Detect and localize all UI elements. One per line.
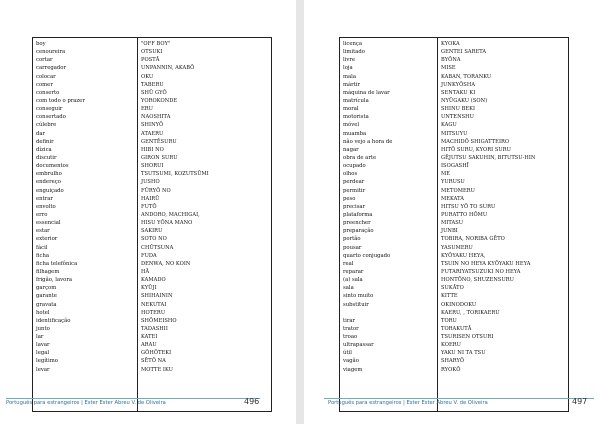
portuguese-term: junto — [36, 325, 50, 332]
japanese-term: TOBIRA, NORIBA GĒTO — [441, 236, 505, 243]
portuguese-term: ocupado — [343, 163, 366, 170]
japanese-term: ME — [441, 171, 451, 178]
japanese-term: MITASU — [441, 220, 464, 227]
japanese-term: KYŌYAKU HEYA, — [441, 252, 486, 259]
right-page — [304, 0, 600, 424]
japanese-term: SHŌMEISHO — [141, 317, 177, 324]
japanese-term: KABAN, TORANKU — [441, 73, 492, 80]
japanese-term: MITSUYU — [441, 130, 468, 137]
footer-rule — [324, 398, 594, 399]
japanese-term: UNPANNIN, AKABŌ — [141, 65, 195, 72]
japanese-term: KYOKA — [441, 41, 460, 47]
portuguese-term: endereço — [36, 179, 61, 186]
portuguese-term: documentos — [36, 163, 69, 170]
portuguese-term: lavar — [36, 342, 50, 349]
portuguese-term: substituir — [343, 301, 369, 308]
japanese-term: JUSHO — [141, 179, 160, 186]
portuguese-term: essencial — [36, 220, 61, 227]
portuguese-term: quarto conjugado — [343, 252, 391, 259]
vocabulary-table-right — [339, 37, 569, 412]
japanese-term: TORU — [441, 317, 457, 324]
japanese-term: CHŪTSUNA — [141, 244, 174, 251]
japanese-term: MOTTE IKU — [141, 366, 173, 373]
portuguese-term: preencher — [343, 220, 371, 227]
japanese-term: UNTENSHU — [441, 114, 474, 121]
portuguese-term: olhos — [343, 171, 358, 178]
japanese-term: YURUSU — [441, 179, 465, 186]
book-gutter — [296, 0, 304, 424]
japanese-term: ERU — [141, 106, 153, 113]
portuguese-term: licença — [343, 41, 363, 47]
japanese-term: SHORUI — [141, 163, 164, 170]
japanese-term: HIBI NO — [141, 146, 164, 153]
portuguese-term: moral — [343, 106, 359, 113]
japanese-term: YASUMERU — [441, 244, 473, 251]
japanese-term: GŌHŌTEKI — [141, 350, 172, 357]
vocabulary-table-left — [32, 37, 272, 412]
japanese-term: PURATTO HŌMU — [441, 211, 488, 218]
portuguese-term: boy — [36, 41, 46, 47]
portuguese-term: limitado — [343, 49, 365, 56]
portuguese-term: com todo o prazer — [36, 97, 85, 104]
japanese-term: SĒTŌ NA — [141, 358, 166, 365]
portuguese-term: não vejo a hora de — [343, 138, 393, 145]
japanese-term: SHIHAININ — [141, 293, 173, 300]
portuguese-term: móvel — [343, 122, 360, 129]
japanese-term: MISE — [441, 65, 456, 72]
japanese-term: HĀ — [141, 268, 150, 275]
japanese-term: HONTŌNO, SHUZENSURU — [441, 277, 515, 284]
page-number: 497 — [572, 397, 588, 406]
portuguese-term: livre — [343, 57, 356, 64]
portuguese-term: mala — [343, 73, 357, 80]
portuguese-term: carregador — [36, 65, 66, 72]
portuguese-term: legal — [36, 350, 50, 357]
portuguese-term: vagão — [343, 358, 359, 365]
portuguese-term: identificação — [36, 317, 71, 324]
portuguese-term: exterior — [36, 236, 58, 243]
japanese-term: GENTEI SARETA — [441, 49, 487, 56]
portuguese-term: portão — [343, 236, 361, 243]
japanese-term: KATEI — [141, 334, 158, 341]
portuguese-term: real — [343, 260, 354, 267]
portuguese-term: útil — [343, 350, 352, 357]
portuguese-term: matrícula — [343, 97, 369, 104]
japanese-term: JUNBI — [441, 228, 458, 235]
japanese-term: NEKUTAI — [141, 301, 167, 308]
portuguese-term: ultrapassar — [343, 342, 374, 349]
portuguese-term: levar — [36, 366, 50, 373]
japanese-term: KAGU — [441, 122, 457, 129]
portuguese-term — [340, 309, 437, 317]
japanese-term: HOTERU — [141, 309, 166, 316]
japanese-term: KOERU — [441, 342, 461, 349]
japanese-term: GENTĒSURU — [141, 138, 177, 145]
portuguese-term: garçom — [36, 285, 57, 292]
portuguese-term: filhagem — [36, 268, 60, 275]
portuguese-term: estar — [36, 228, 50, 235]
portuguese-term: viagem — [343, 366, 363, 373]
japanese-term: HAIRŪ — [141, 195, 160, 202]
japanese-term: SHARYŌ — [441, 358, 465, 365]
portuguese-term: lar — [36, 334, 44, 341]
japanese-term: SHŪ GYŌ — [141, 89, 167, 96]
portuguese-term: preparação — [343, 228, 374, 235]
portuguese-term: dar — [36, 130, 46, 137]
page-number: 496 — [244, 397, 260, 406]
portuguese-term: ficha — [36, 252, 50, 259]
portuguese-term: legítimo — [36, 358, 58, 365]
portuguese-term: embrulho — [36, 171, 62, 178]
japanese-term: TSUTSUMI, KOZUTSŪMI — [141, 171, 209, 178]
portuguese-term: trator — [343, 325, 359, 332]
portuguese-term: garante — [36, 293, 57, 300]
portuguese-term: erro — [36, 211, 48, 218]
portuguese-term: dízica — [36, 146, 52, 153]
japanese-term: OTSUKI — [141, 49, 163, 56]
portuguese-term: entrar — [36, 195, 53, 202]
japanese-term: OKINODOKU — [441, 301, 477, 308]
portuguese-term: precisar — [343, 203, 366, 210]
portuguese-term: frigão, lavora — [36, 277, 73, 284]
japanese-term: TSURISEN OTSURI — [441, 334, 494, 341]
portuguese-column — [33, 38, 137, 411]
japanese-term: SHINU BEKI — [441, 106, 476, 113]
japanese-term: KAMADO — [141, 277, 166, 284]
portuguese-term: (a) sala — [343, 277, 363, 284]
japanese-term: FUTARIYATSUZUKI NO HEYA — [441, 268, 521, 275]
portuguese-term: permitir — [343, 187, 366, 194]
portuguese-term: definir — [36, 138, 54, 145]
japanese-term: SUKĀTO — [441, 285, 464, 292]
portuguese-term: sala — [343, 285, 354, 292]
japanese-term: TSUIN NO HEYA KYŌYAKU HEYA — [441, 260, 531, 267]
japanese-term: YAKU NI TA TSU — [441, 350, 486, 357]
japanese-term: SAKIRU — [141, 228, 163, 235]
japanese-term: RYOKŌ — [441, 366, 461, 373]
portuguese-term: conserto — [36, 89, 60, 96]
portuguese-term: discutir — [36, 154, 57, 161]
japanese-term: SENTAKU KI — [441, 89, 476, 96]
japanese-term: "OFF BOY" — [141, 41, 171, 47]
japanese-term: FUTŌ — [141, 203, 157, 210]
footer-credit: Português para estrangeiros | Ester Ester Abreu V. de Oliveira — [6, 400, 166, 406]
japanese-term: ISOGASHĪ — [441, 163, 469, 170]
japanese-term: NYŪGAKU (SON) — [441, 97, 488, 104]
portuguese-term: plataforma — [343, 211, 373, 218]
japanese-term: GĒJUTSU SAKUHIN, BITUTSU-HIN — [441, 154, 536, 161]
japanese-term: ARAU — [141, 342, 157, 349]
portuguese-term: peso — [343, 195, 356, 202]
portuguese-term: fácil — [36, 244, 48, 251]
japanese-term: SHINYŌ — [141, 122, 164, 129]
japanese-term: YOROKONDE — [141, 97, 178, 104]
japanese-column — [437, 38, 568, 411]
portuguese-term: muamba — [343, 130, 367, 137]
japanese-term: SOTO NO — [141, 236, 167, 243]
footer-credit: Português para estrangeiros | Ester Ester Abreu V. de Oliveira — [328, 400, 488, 406]
portuguese-term: cenoureira — [36, 49, 66, 56]
japanese-term: TADASHII — [141, 325, 168, 332]
japanese-term: BYŌNA — [441, 57, 461, 64]
portuguese-term: máquina de lavar — [343, 89, 390, 96]
portuguese-term: envolto — [36, 203, 56, 210]
japanese-term: ATAERU — [141, 130, 164, 137]
japanese-term: NAOSHITA — [141, 114, 171, 121]
japanese-term: FUDA — [141, 252, 157, 259]
left-page — [0, 0, 296, 424]
portuguese-column — [340, 38, 437, 411]
portuguese-term: mártir — [343, 81, 361, 88]
japanese-term: FŪRYŌ NO — [141, 187, 171, 194]
portuguese-term: enguiçado — [36, 187, 64, 194]
portuguese-term: cúlebre — [36, 122, 57, 129]
japanese-term: HISU YŌNA MANO — [141, 220, 193, 227]
portuguese-term: loja — [343, 65, 353, 72]
japanese-term: POSTĀ — [141, 57, 160, 64]
japanese-term: JUNKYŌSHA — [441, 81, 476, 88]
portuguese-term: gravata — [36, 301, 57, 308]
japanese-term: TABERU — [141, 81, 164, 88]
japanese-term: MEKATA — [441, 195, 465, 202]
japanese-term: KYŪJI — [141, 285, 157, 292]
portuguese-term: ficha telefônica — [36, 260, 78, 267]
portuguese-term: cortar — [36, 57, 53, 64]
portuguese-term: comer — [36, 81, 53, 88]
japanese-term: GIRON SURU — [141, 154, 178, 161]
footer-rule — [6, 398, 260, 399]
japanese-column — [137, 38, 271, 411]
portuguese-term: nagar — [343, 146, 359, 153]
japanese-term: KAERU, , TORIKAERU — [441, 309, 500, 316]
japanese-term: DENWA, NO KOIN — [141, 260, 191, 267]
japanese-term: HITŌ SURU, KYORI SURU — [441, 146, 511, 153]
portuguese-term: reparar — [343, 268, 364, 275]
portuguese-term: consertado — [36, 114, 66, 121]
japanese-term: MACHIDŌ SHIGATTEIRO — [441, 138, 510, 145]
japanese-term: KITTE — [441, 293, 458, 300]
portuguese-term: obra de arte — [343, 154, 377, 161]
portuguese-term: colocar — [36, 73, 56, 80]
portuguese-term: troao — [343, 334, 358, 341]
japanese-term: METOMERU — [441, 187, 475, 194]
portuguese-term: perdear — [343, 179, 365, 186]
portuguese-term: motorista — [343, 114, 369, 121]
portuguese-term: pousar — [343, 244, 362, 251]
japanese-term: OKU — [141, 73, 154, 80]
japanese-term: HITSU YŌ TO SURU — [441, 203, 496, 210]
japanese-term: TORAKUTĀ — [441, 325, 472, 332]
portuguese-term: conseguir — [36, 106, 63, 113]
portuguese-term: tirar — [343, 317, 356, 324]
portuguese-term: hotel — [36, 309, 50, 316]
portuguese-term: sinto muito — [343, 293, 374, 300]
japanese-term: ANDORO, MACHIGAI, — [141, 211, 200, 218]
